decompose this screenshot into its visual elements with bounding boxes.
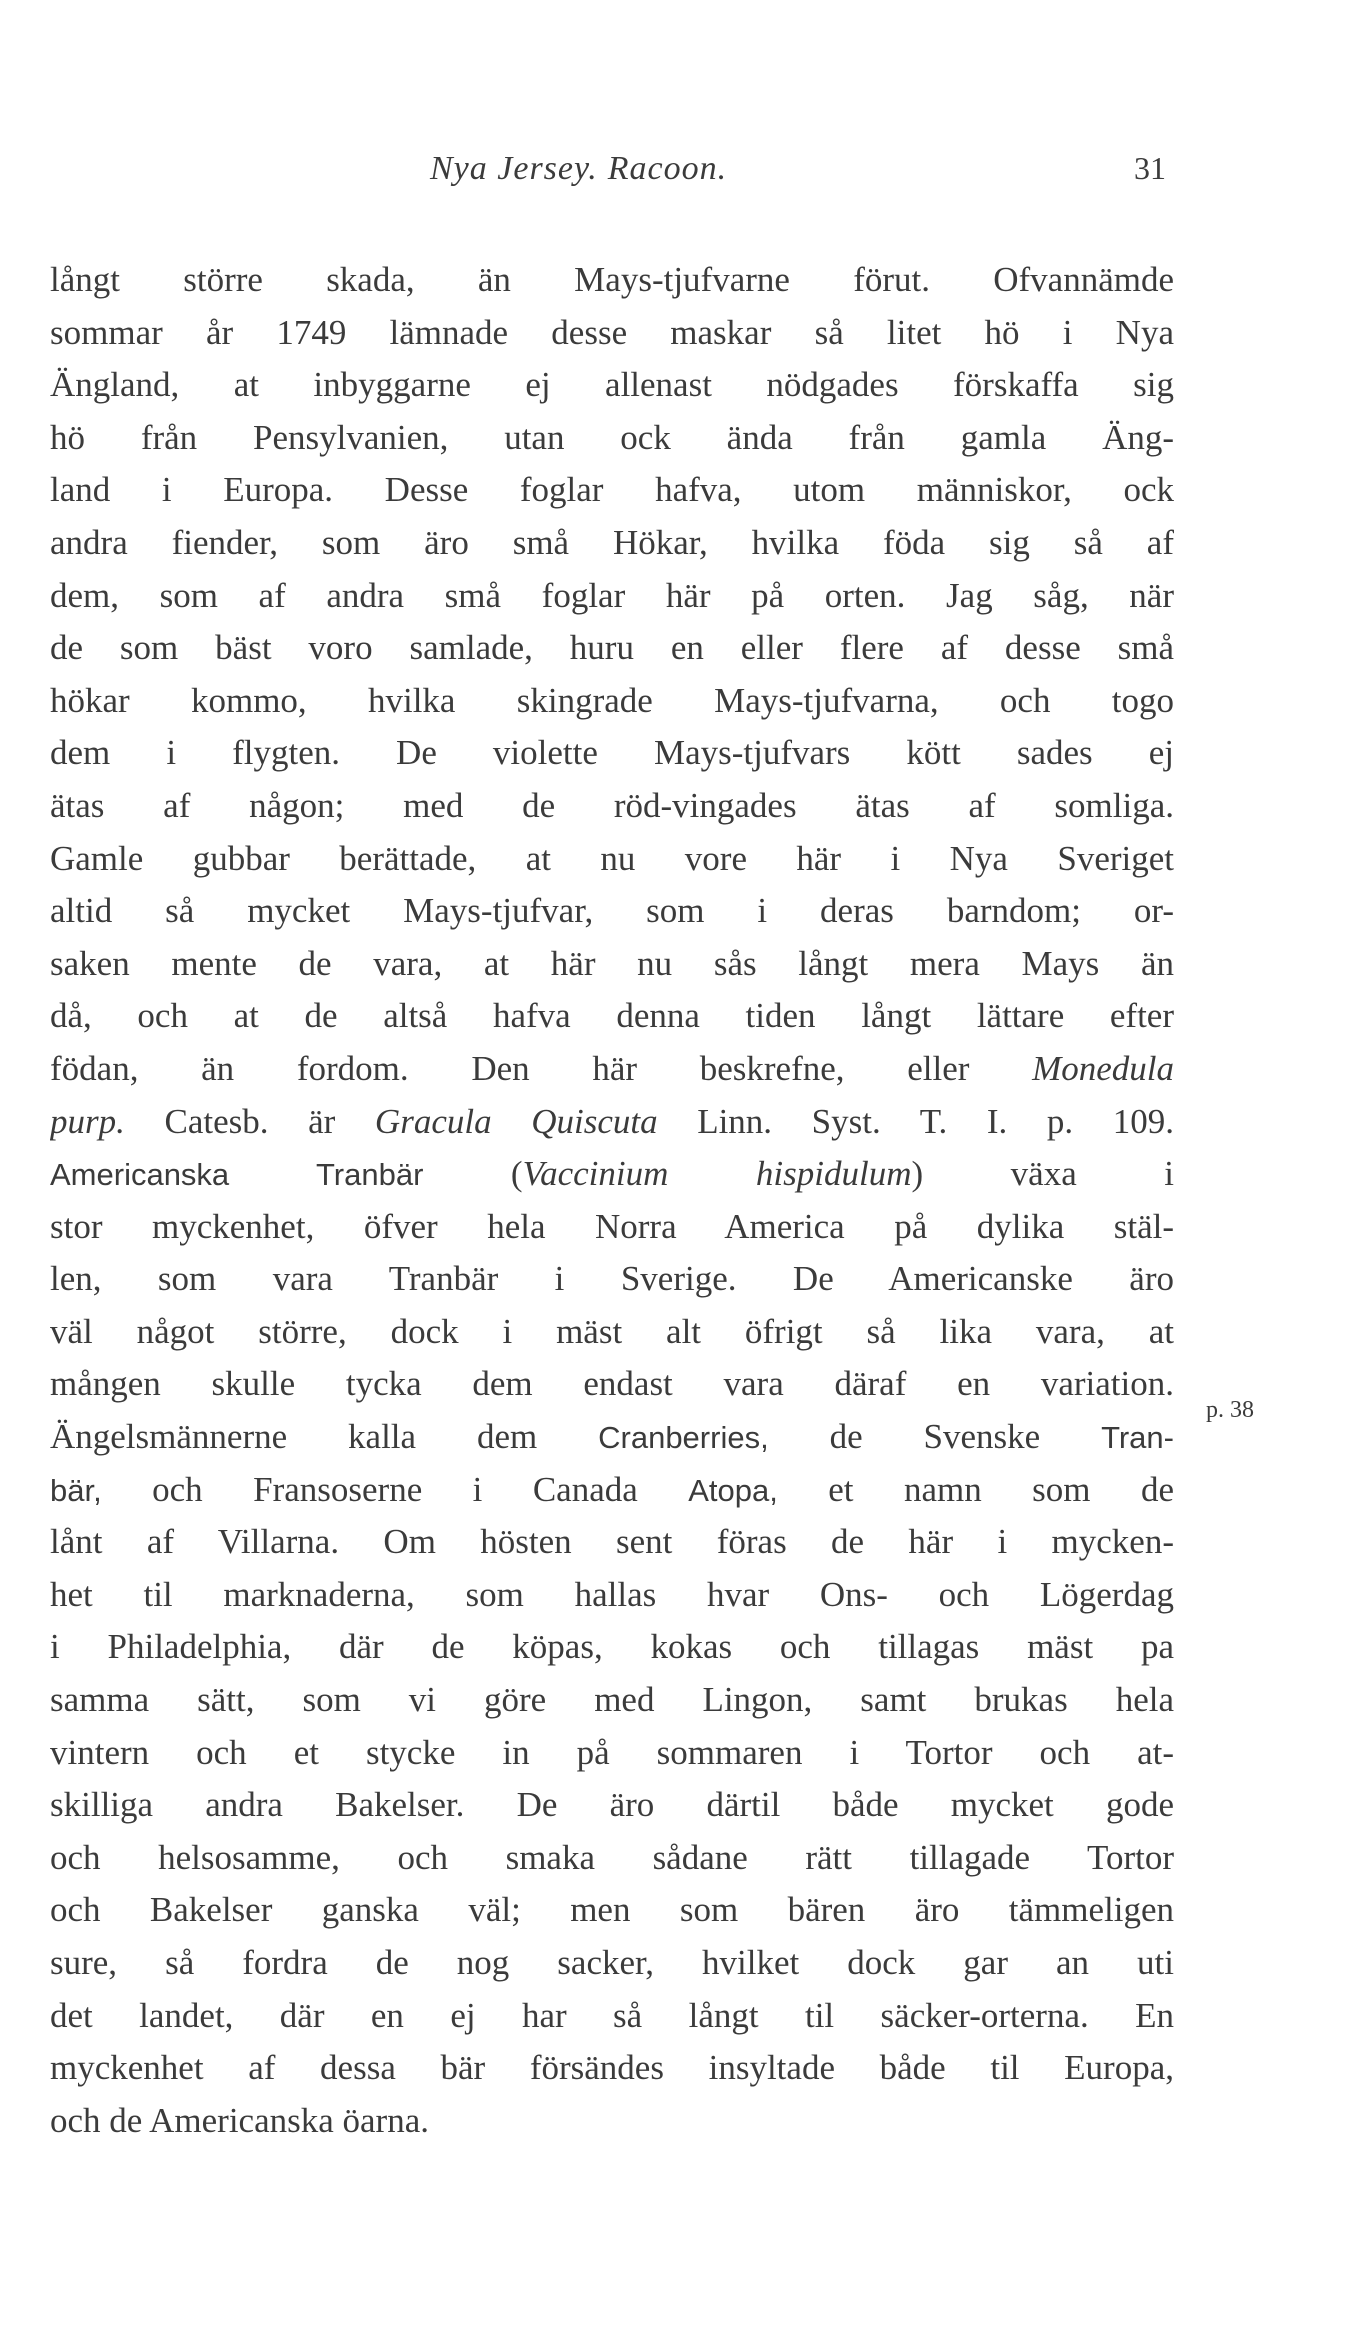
vernacular-name: bär, (50, 1472, 102, 1508)
text-line (50, 1148, 1174, 1201)
text-line (50, 622, 1174, 675)
text-line (50, 1358, 1174, 1411)
text-line (50, 938, 1174, 991)
text-run: ) växa i (911, 1154, 1174, 1194)
text-line (50, 1516, 1174, 1569)
text-run: saken mente de vara, at här nu sås långt mera Mays än (50, 943, 1174, 983)
text-run: Ängland, at inbyggarne ej allenast nödgades förskaffa sig (50, 365, 1174, 405)
text-line (50, 833, 1174, 886)
running-title (430, 150, 727, 188)
text-run: sommar år 1749 lämnade desse maskar så litet hö i Nya (50, 312, 1174, 352)
text-line (50, 517, 1174, 570)
body-text (50, 254, 1174, 2147)
section-heading: Americanska Tranbär (50, 1157, 424, 1193)
text-run: myckenhet af dessa bär försändes insyltade både til Europa, (50, 2048, 1174, 2088)
text-run: mången skulle tycka dem endast vara däraf en variation. (50, 1364, 1174, 1404)
text-line (50, 1937, 1174, 1990)
text-line (50, 1096, 1174, 1149)
text-run: de Svenske (768, 1417, 1102, 1457)
text-run: dem i flygten. De violette Mays-tjufvars kött sades ej (50, 733, 1174, 773)
text-run: hökar kommo, hvilka skingrade Mays-tjufvarna, och togo (50, 680, 1174, 720)
species-name: Monedula (1032, 1048, 1174, 1088)
text-run: Gamle gubbar berättade, at nu vore här i Nya Sveriget (50, 838, 1174, 878)
text-run: och Fransoserne i Canada (101, 1469, 689, 1509)
text-run: Linn. Syst. T. I. p. 109. (657, 1101, 1174, 1141)
text-line (50, 1884, 1174, 1937)
species-name: purp. (50, 1101, 125, 1141)
text-run: ätas af någon; med de röd-vingades ätas af somliga. (50, 785, 1174, 825)
text-run: land i Europa. Desse foglar hafva, utom människor, ock (50, 470, 1174, 510)
text-run: len, som vara Tranbär i Sverige. De Americanske äro (50, 1259, 1174, 1299)
page-number: 31 (1134, 150, 1166, 186)
text-run: skilliga andra Bakelser. De äro därtil både mycket gode (50, 1785, 1174, 1825)
text-run: vintern och et stycke in på sommaren i Tortor och at- (50, 1732, 1174, 1772)
text-run: dem, som af andra små foglar här på orten. Jag såg, när (50, 575, 1174, 615)
text-line (50, 1569, 1174, 1622)
species-name: Vaccinium hispidulum (522, 1154, 912, 1194)
text-line (50, 727, 1174, 780)
text-line (50, 1464, 1174, 1517)
text-line (50, 1621, 1174, 1674)
text-run: sure, så fordra de nog sacker, hvilket dock gar an uti (50, 1943, 1174, 1982)
text-line (50, 464, 1174, 517)
text-run: och helsosamme, och smaka sådane rätt tillagade Tortor (50, 1837, 1174, 1877)
text-run: ( (423, 1154, 523, 1194)
text-line (50, 1832, 1174, 1885)
text-run: lånt af Villarna. Om hösten sent föras de här i mycken- (50, 1522, 1174, 1562)
text-line (50, 1306, 1174, 1359)
vernacular-name: Tran- (1101, 1420, 1174, 1456)
vernacular-name: Atopa, (688, 1472, 778, 1508)
text-run: hö från Pensylvanien, utan ock ända från gamla Äng- (50, 417, 1174, 457)
text-line (50, 254, 1174, 307)
text-line (50, 885, 1174, 938)
text-line (50, 307, 1174, 360)
text-line (50, 990, 1174, 1043)
text-run: då, och at de altså hafva denna tiden långt lättare efter (50, 996, 1174, 1036)
running-title-subject: Racoon. (607, 150, 728, 187)
text-line (50, 1674, 1174, 1727)
text-run: het til marknaderna, som hallas hvar Ons- och Lögerdag (50, 1574, 1174, 1614)
text-line (50, 1201, 1174, 1254)
text-line (50, 412, 1174, 465)
text-run: i Philadelphia, där de köpas, kokas och tillagas mäst pa (50, 1627, 1174, 1667)
text-line (50, 1253, 1174, 1306)
text-run: stor myckenhet, öfver hela Norra America på dylika stäl- (50, 1206, 1174, 1246)
text-line (50, 1727, 1174, 1780)
text-line (50, 2042, 1174, 2095)
text-run: Ängelsmännerne kalla dem (50, 1417, 599, 1457)
text-line (50, 1990, 1174, 2043)
text-run: andra fiender, som äro små Hökar, hvilka föda sig så af (50, 522, 1174, 562)
text-run: långt större skada, än Mays-tjufvarne förut. Ofvannämde (50, 260, 1174, 299)
text-run: et namn som de (777, 1469, 1174, 1509)
text-run: och Bakelser ganska väl; men som bären äro tämmeligen (50, 1890, 1174, 1930)
text-run: Catesb. är (124, 1101, 375, 1141)
text-run: och de Americanska öarna. (50, 2100, 430, 2140)
running-title-place: Nya Jersey. (430, 150, 598, 187)
text-run: altid så mycket Mays-tjufvar, som i deras barndom; or- (50, 891, 1174, 931)
page-header (0, 140, 1353, 200)
species-name: Gracula Quiscuta (374, 1101, 658, 1141)
text-line (50, 2095, 1174, 2148)
text-line (50, 1779, 1174, 1832)
text-run: det landet, där en ej har så långt til säcker-orterna. En (50, 1995, 1174, 2035)
text-run: födan, än fordom. Den här beskrefne, eller (50, 1048, 1033, 1088)
text-line (50, 570, 1174, 623)
text-line (50, 780, 1174, 833)
text-run: de som bäst voro samlade, huru en eller flere af desse små (50, 628, 1174, 668)
text-line (50, 1043, 1174, 1096)
text-line (50, 359, 1174, 412)
vernacular-name: Cranberries, (598, 1420, 769, 1456)
margin-page-reference: p. 38 (1206, 1397, 1254, 1423)
text-run: samma sätt, som vi göre med Lingon, samt brukas hela (50, 1680, 1174, 1720)
text-line (50, 675, 1174, 728)
text-line (50, 1411, 1174, 1464)
text-run: väl något större, dock i mäst alt öfrigt så lika vara, at (50, 1311, 1174, 1351)
